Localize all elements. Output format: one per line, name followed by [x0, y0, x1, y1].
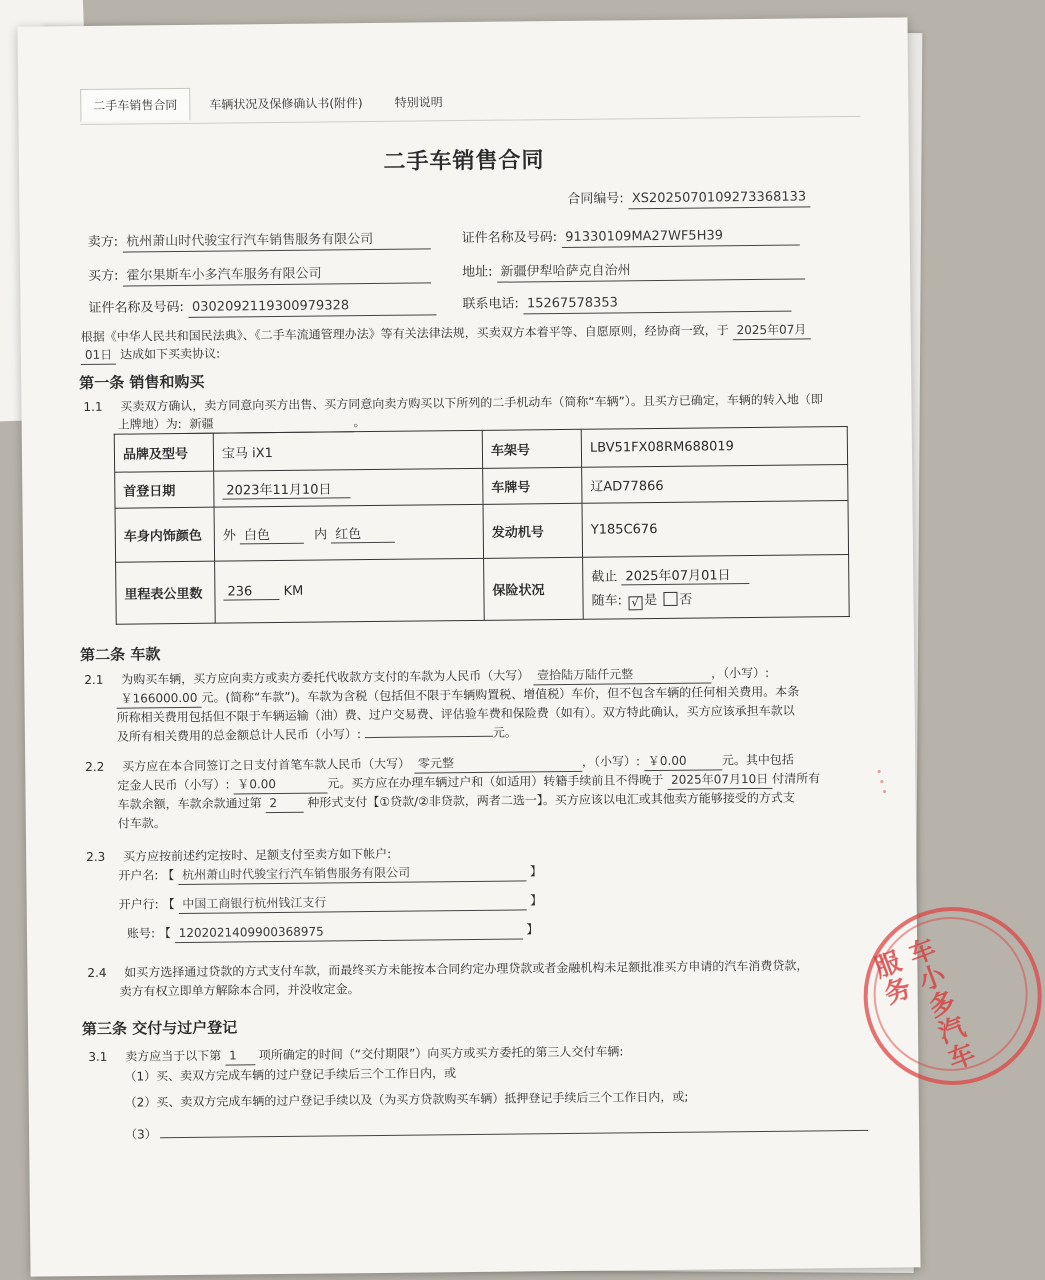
address-row [462, 260, 805, 283]
article-3-heading: 第三条 交付与过户登记 [81, 1018, 238, 1039]
seal-edge-mark: ∙ ∙ ∙ [871, 766, 892, 797]
clause-2-1-text-2: 元。(简称“车款”)。车款为含税（包括但不限于车辆购置税、增值税）车价，但不包含车辆的任何相关费用。本条 [201, 684, 800, 705]
payment-method-value: 2 [265, 794, 303, 813]
first-payment-lower: ￥0.00 [644, 751, 722, 771]
vin-label: 车架号 [482, 429, 581, 468]
bank-value: 中国工商银行杭州钱江支行 [178, 891, 526, 914]
tab-bar [80, 84, 462, 122]
plate-label: 车牌号 [483, 467, 582, 504]
stamp-text: 车小多汽车服务 [866, 934, 979, 1076]
clause-2-2-text-3b: 种形式支付【①贷款/②非贷款，两者二选一】。买方应该以电汇或其他卖方能够接受的方式支 [307, 790, 795, 810]
bracket-open: 【 [158, 926, 171, 941]
buyer-id-value: 0302092119300979328 [188, 296, 436, 318]
first-payment-upper: 零元整 [414, 753, 582, 774]
clause-1-1 [83, 390, 823, 416]
contract-page [17, 17, 979, 1276]
clause-2-1-text-4: 及所有相关费用的总金额总计人民币（小写）: [116, 727, 362, 744]
deposit-value: ￥0.00 [233, 774, 327, 794]
preamble-date-1: 2025年07月 [732, 320, 810, 340]
seller-label: 卖方: [87, 234, 119, 250]
clause-2-2-text-1b: ，（小写）: [581, 754, 641, 769]
tab-vehicle-condition: 车辆状况及保修确认书(附件) [209, 95, 363, 112]
clause-2-1-line-3: 所称相关费用包括但不限于车辆运输（油）费、过户交易费、评估验车费和保险费（如有）。双方特此确认，买方应该承担车款以 [116, 703, 795, 725]
yes-checkbox[interactable]: √ [628, 596, 642, 610]
yes-label: 是 [643, 593, 658, 609]
contract-number-label: 合同编号: [567, 191, 624, 207]
insurance-label: 保险状况 [484, 557, 584, 620]
clause-1-1-text: 买卖双方确认，卖方同意向买方出售、买方同意向卖方购买以下所列的二手机动车（简称“车辆”）。且买方已确定，车辆的转入地（即 [120, 392, 823, 414]
exterior-color-value: 白色 [240, 523, 304, 544]
insurance-date-value: 2025年07月01日 [621, 564, 749, 585]
engine-label: 发动机号 [483, 503, 583, 558]
preamble-text: 根据《中华人民共和国民法典》、《二手车流通管理办法》等有关法律法规，买卖双方本着平等、自愿原则，经协商一致，于 [80, 323, 729, 345]
clause-2-2-line-4: 付车款。 [117, 816, 166, 831]
total-amount-blank [365, 736, 493, 738]
preamble-rest: 达成如下买卖协议: [119, 346, 221, 362]
address-value: 新疆伊犁哈萨克自治州 [497, 260, 805, 282]
destination-value: 新疆 [185, 413, 353, 434]
clause-2-1-text-1b: ，（小写）: [710, 665, 770, 681]
insurance-cell [583, 555, 850, 620]
color-cell [214, 504, 484, 561]
clause-2-2-number: 2.2 [85, 759, 105, 775]
buyer-id-row [88, 296, 436, 319]
no-checkbox[interactable] [663, 592, 677, 606]
clause-2-3-text: 买方应按前述约定按时、足额支付至卖方如下帐户: [123, 846, 392, 864]
mileage-value: 236 [223, 583, 279, 600]
account-number-row [127, 920, 539, 943]
article-2-heading: 第二条 车款 [79, 645, 161, 665]
preamble-date-2: 01日 [81, 346, 116, 365]
clause-3-1-text-1b: 项所确定的时间（“交付期限”）向买方或买方委托的第三人交付车辆: [258, 1044, 624, 1063]
plate-value: 辽AD77866 [582, 465, 848, 504]
reg-date-label: 首登日期 [115, 471, 214, 508]
clause-2-4-text-1: 如买方选择通过贷款的方式支付车款，而最终买方未能按本合同约定办理贷款或者金融机构未足额批准买方申请的汽车消费贷款， [124, 958, 809, 980]
mileage-label: 里程表公里数 [116, 561, 216, 624]
account-number-label: 账号: [126, 926, 156, 941]
interior-color-value: 红色 [331, 522, 395, 543]
vehicle-info-table [114, 426, 850, 625]
clause-1-1-end: 。 [353, 415, 366, 430]
exterior-prefix: 外 [222, 527, 236, 544]
preamble-line-1 [81, 320, 811, 347]
brand-value: 宝马 iX1 [213, 430, 482, 471]
buyer-id-label: 证件名称及号码: [88, 299, 184, 316]
buyer-value: 霍尔果斯车小多汽车服务有限公司 [123, 264, 431, 286]
with-car-row [591, 587, 840, 611]
clause-2-2-text-1c: 元。其中包括 [721, 752, 794, 768]
interior-prefix: 内 [314, 526, 328, 543]
insurance-prefix: 截止 [591, 569, 618, 585]
seller-row [88, 230, 431, 253]
document-title: 二手车销售合同 [383, 148, 545, 175]
with-car-label: 随车: [591, 593, 622, 609]
insurance-expiry-row [591, 563, 840, 586]
clause-2-2-text-3: 车款余额，车款余款通过第 [117, 796, 262, 812]
delivery-option-1: （1）买、卖双方完成车辆的过户登记手续后三个工作日内，或 [124, 1066, 457, 1084]
table-row [115, 501, 849, 563]
clause-2-4-line-1 [87, 956, 808, 982]
reg-date-value: 2023年11月10日 [222, 478, 350, 499]
seller-id-row [462, 227, 800, 250]
article-1-heading: 第一条 销售和购买 [79, 372, 205, 393]
delivery-option-3-label: （3） [125, 1127, 157, 1142]
clause-3-1-number: 3.1 [88, 1049, 108, 1065]
phone-label: 联系电话: [462, 296, 519, 313]
clause-2-2-text-1: 买方应在本合同签订之日支付首笔车款人民币（大写） [122, 756, 411, 774]
buyer-label: 买方: [88, 268, 119, 284]
clause-2-3-line-1 [86, 845, 391, 866]
balance-deadline-value: 2025年07月10日 [667, 770, 772, 790]
table-row [116, 555, 850, 625]
delivery-option-value: 1 [225, 1046, 255, 1065]
phone-row [462, 293, 791, 315]
seller-id-value: 91330109MA27WF5H39 [561, 227, 799, 248]
buyer-row [88, 264, 431, 287]
account-name-label: 开户名: [118, 868, 159, 883]
clause-2-1-text-4b: 元。 [492, 725, 517, 740]
vin-value: LBV51FX08RM688019 [581, 427, 847, 468]
tab-sales-contract: 二手车销售合同 [80, 87, 190, 121]
price-lower-value: ￥166000.00 [116, 689, 201, 709]
tab-special-notes: 特别说明 [394, 94, 443, 110]
clause-2-1-text-1: 为购买车辆，买方应向卖方或卖方委托代收款方支付的车款为人民币（大写） [121, 668, 530, 687]
address-label: 地址: [461, 264, 493, 281]
bank-row [119, 891, 543, 914]
bracket-open: 【 [162, 897, 175, 912]
phone-value: 15267578353 [523, 293, 791, 315]
contract-number-value: XS2025070109273368133 [628, 188, 811, 209]
no-label: 否 [679, 592, 693, 608]
clause-2-1-number: 2.1 [84, 672, 104, 688]
bracket-close: 】 [529, 864, 542, 879]
bracket-open: 【 [162, 868, 175, 883]
clause-3-1-text-1: 卖方应当于以下第 [125, 1048, 222, 1064]
brand-label: 品牌及型号 [114, 433, 213, 472]
delivery-option-3 [125, 1118, 869, 1144]
company-stamp [863, 906, 1043, 1086]
clause-2-2-text-2b: 元。买方应在办理车辆过户和（如适用）转籍手续前且不得晚于 [327, 772, 664, 791]
price-upper-value: 壹拾陆万陆仟元整 [533, 664, 711, 685]
seller-id-label: 证件名称及号码: [461, 230, 558, 247]
delivery-option-2: （2）买、卖双方完成车辆的过户登记手续以及（为买方贷款购买车辆）抵押登记手续后三个工作日内，或; [124, 1089, 689, 1110]
clause-2-4-line-2: 卖方有权立即单方解除本合同，并没收定金。 [119, 982, 360, 999]
clause-1-1-text-2: 上牌地）为: [117, 416, 182, 432]
account-number-value: 1202021409900368975 [175, 920, 523, 943]
mileage-unit: KM [283, 583, 304, 599]
account-name-value: 杭州萧山时代骏宝行汽车销售服务有限公司 [178, 862, 526, 885]
bracket-close: 】 [530, 893, 543, 908]
clause-2-3-number: 2.3 [86, 849, 106, 865]
clause-3-1-line-1 [88, 1042, 623, 1067]
clause-2-2-text-2c: 付清所有 [772, 771, 821, 786]
clause-1-1-number: 1.1 [83, 399, 103, 415]
clause-2-4-number: 2.4 [87, 965, 107, 981]
bank-label: 开户行: [118, 897, 159, 912]
contract-number-row [567, 188, 810, 210]
seller-value: 杭州萧山时代骏宝行汽车销售服务有限公司 [122, 230, 430, 252]
clause-2-1-line-4 [117, 724, 517, 746]
account-name-row [118, 862, 542, 885]
color-label: 车身内饰颜色 [115, 507, 215, 562]
reg-date-cell [214, 468, 483, 507]
preamble-line-2 [81, 345, 220, 365]
delivery-option-3-blank [161, 1130, 869, 1138]
engine-value: Y185C676 [582, 501, 849, 558]
clause-2-2-text-2: 定金人民币（小写）: [117, 777, 230, 793]
bracket-close: 】 [526, 922, 539, 937]
mileage-cell [215, 558, 485, 623]
